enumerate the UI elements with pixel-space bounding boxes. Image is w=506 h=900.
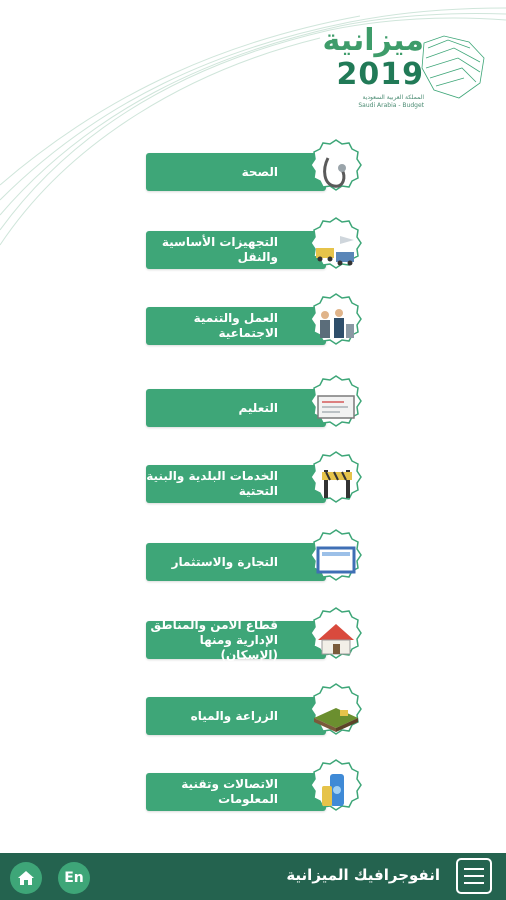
sector-label: العمل والتنمية الاجتماعية [193, 311, 278, 340]
sector-health[interactable] [146, 142, 372, 202]
budget-2019-logo [322, 18, 494, 109]
monitor-icon [300, 526, 372, 598]
stethoscope-icon [300, 136, 372, 208]
sector-label: التجارة والاستثمار [171, 554, 278, 569]
logo-year: 2019 [336, 57, 424, 92]
sector-telecom-it[interactable] [146, 762, 372, 822]
logo-subtitle-ar: المملكة العربية السعودية [362, 94, 424, 101]
bottom-navigation-bar [0, 853, 506, 900]
blackboard-icon [300, 372, 372, 444]
sector-label: الصحة [241, 164, 278, 179]
sector-infrastructure-transport[interactable] [146, 220, 372, 280]
house-icon [300, 604, 372, 676]
home-button[interactable] [10, 862, 42, 894]
saudi-map-icon [414, 28, 494, 108]
sector-municipal-services[interactable] [146, 454, 372, 514]
logo-subtitle-en: Saudi Arabia - Budget [358, 102, 424, 109]
language-toggle-button[interactable]: En [58, 862, 90, 894]
sector-label: الزراعة والمياه [190, 708, 278, 723]
transport-icon [300, 214, 372, 286]
sector-security-housing[interactable] [146, 610, 372, 670]
sector-agriculture-water[interactable] [146, 686, 372, 746]
telecom-icon [300, 756, 372, 828]
workers-icon [300, 290, 372, 362]
page-title: انفوجرافيك الميزانية [286, 866, 440, 884]
sector-trade-investment[interactable] [146, 532, 372, 592]
sector-labor-social[interactable] [146, 296, 372, 356]
sector-label: التجهيزات الأساسية والنقل [161, 235, 278, 264]
sector-education[interactable] [146, 378, 372, 438]
logo-title: ميزانية [322, 23, 424, 58]
sector-label: الخدمات البلدية والبنية التحتية [146, 469, 278, 498]
farm-icon [300, 680, 372, 752]
sector-label: قطاع الأمن والمناطق الإدارية ومنها (الإسكان) [150, 617, 278, 662]
hamburger-menu-icon[interactable] [456, 858, 492, 894]
sector-label: التعليم [238, 400, 278, 415]
road-barrier-icon [300, 448, 372, 520]
sector-label: الاتصالات وتقنية المعلومات [181, 777, 278, 806]
home-icon [17, 869, 35, 887]
